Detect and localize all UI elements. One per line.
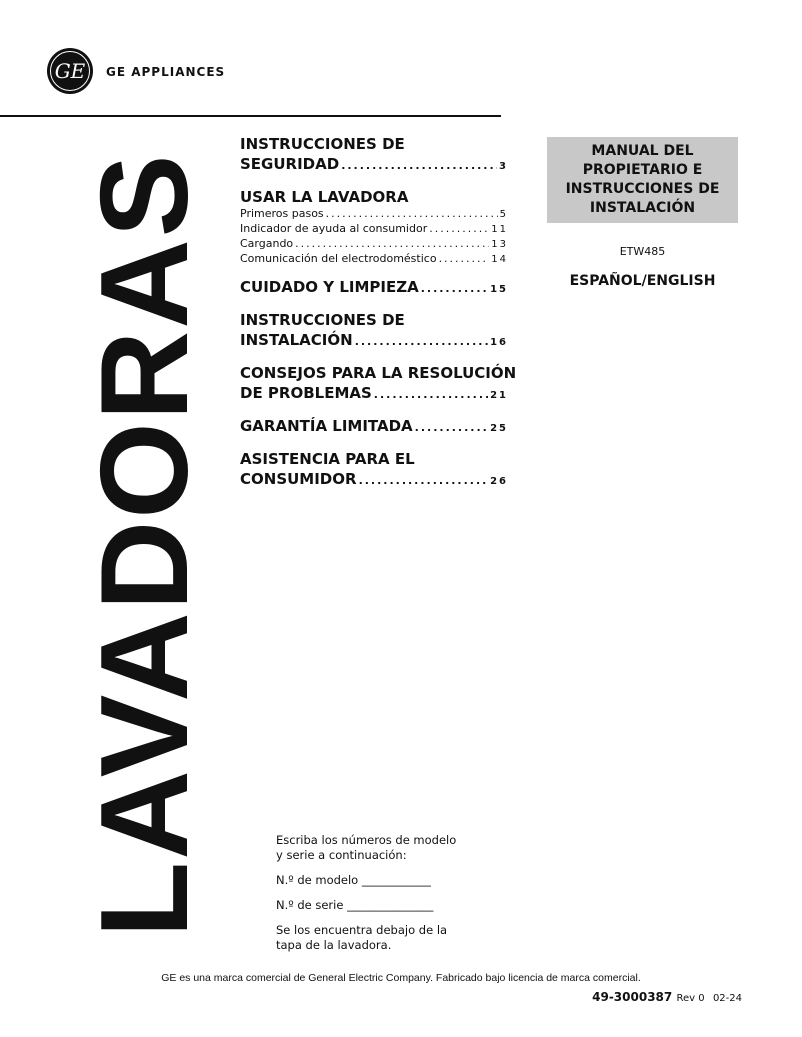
toc-section [240,310,508,353]
toc-heading[interactable]: CONSEJOS PARA LA RESOLUCIÓN [240,364,517,382]
toc-item[interactable] [240,237,508,252]
toc-item-label: Primeros pasos [240,207,324,220]
leader-dots [341,156,497,176]
toc-section [240,277,508,300]
toc-page: 26 [490,476,508,487]
leader-dots [355,332,488,352]
toc-page: 11 [491,224,508,235]
form-note: Se los encuentra debajo de la tapa de la lavadora. [276,923,448,952]
leader-dots [429,222,489,236]
language-label: ESPAÑOL/ENGLISH [569,273,716,289]
toc-heading[interactable]: CONSUMIDOR [240,470,357,488]
toc-heading[interactable]: INSTRUCCIONES DE [240,311,405,329]
model-number: ETW485 [619,245,666,258]
toc-heading[interactable]: USAR LA LAVADORA [240,188,409,206]
toc-item[interactable] [240,252,508,267]
toc-heading[interactable]: GARANTÍA LIMITADA [240,417,413,435]
toc-page: 5 [499,209,508,220]
toc-section [240,187,508,267]
toc-section [240,134,508,177]
leader-dots [326,207,498,221]
leader-dots [295,237,489,251]
toc-section [240,449,508,492]
toc-heading[interactable]: CUIDADO Y LIMPIEZA [240,278,419,296]
leader-dots [439,252,490,266]
leader-dots [421,279,488,299]
toc-page: 13 [491,239,508,250]
toc-heading[interactable]: INSTALACIÓN [240,331,353,349]
toc-section [240,363,517,406]
form-intro: Escriba los números de modelo y serie a continuación: [276,833,457,862]
vertical-title: LAVADORAS [76,152,214,938]
toc-page: 25 [490,423,508,434]
toc-item-label: Cargando [240,237,294,250]
toc-heading[interactable]: ASISTENCIA PARA EL [240,450,415,468]
toc-section [240,416,508,439]
toc-heading[interactable]: INSTRUCCIONES DE [240,135,405,153]
toc-item-label: Indicador de ayuda al consumidor [240,222,428,235]
leader-dots [359,471,489,491]
toc-item[interactable] [240,207,508,222]
toc-page: 16 [490,337,508,348]
toc-item-label: Comunicación del electrodoméstico [240,252,437,265]
divider [0,115,501,117]
serial-field: N.º de serie _______________ [276,898,434,912]
leader-dots [374,385,488,405]
toc-page: 15 [490,284,508,295]
model-field: N.º de modelo ____________ [276,873,431,887]
brand-name: GE APPLIANCES [106,65,226,79]
model-serial-form [276,833,466,963]
toc-page: 14 [491,254,508,265]
table-of-contents [240,134,517,502]
manual-type-box: MANUAL DEL PROPIETARIO E INSTRUCCIONES DE INSTALACIÓN [547,137,738,223]
toc-page: 3 [499,161,508,172]
toc-heading[interactable]: DE PROBLEMAS [240,384,372,402]
toc-page: 21 [490,390,508,401]
document-number: 49-3000387 Rev 0 02-24 [592,990,742,1004]
leader-dots [415,418,488,438]
toc-heading[interactable]: SEGURIDAD [240,155,340,173]
ge-logo-icon: GE [47,48,93,94]
toc-item[interactable] [240,222,508,237]
trademark-footer: GE es una marca comercial de General Electric Company. Fabricado bajo licencia de marca comercial. [161,972,641,984]
